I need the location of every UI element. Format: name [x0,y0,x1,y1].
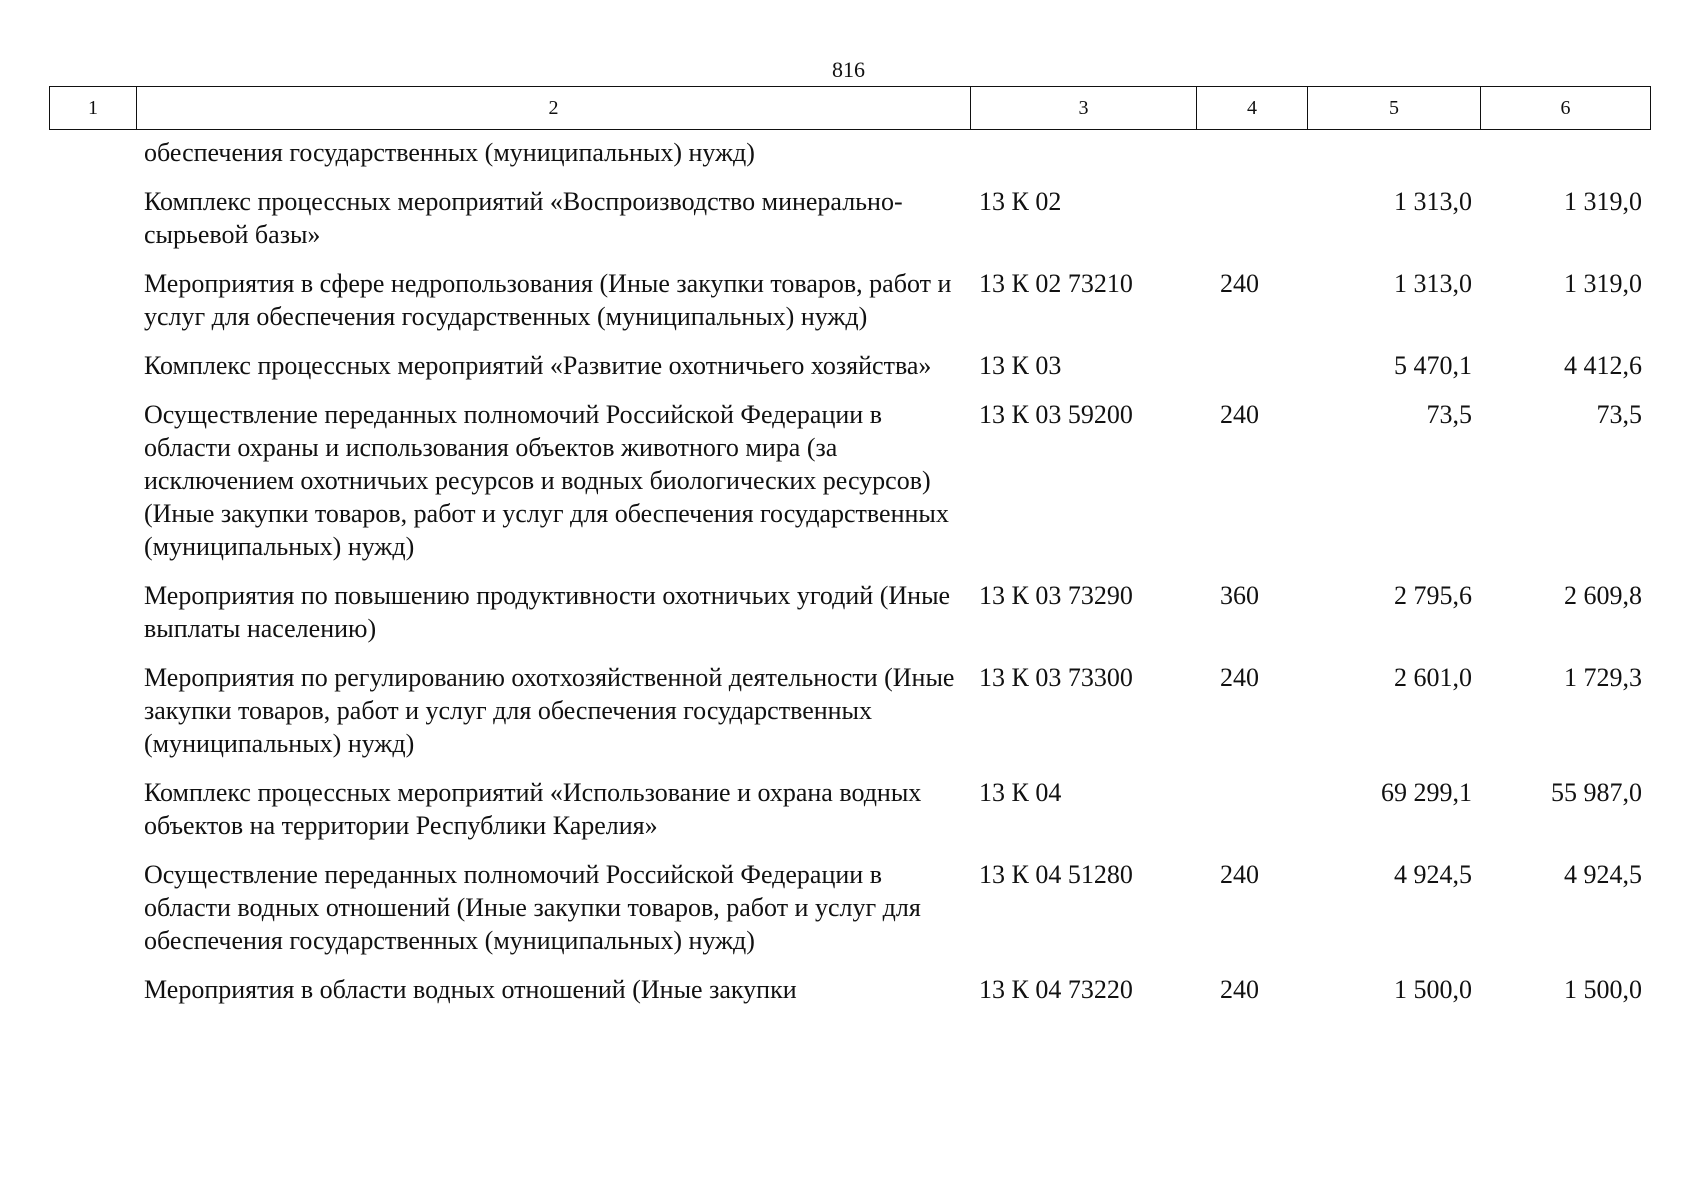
row-name: Комплекс процессных мероприятий «Воспроизводство минерально-сырьевой базы» [144,187,903,249]
row-code: 13 К 03 [979,351,1062,380]
row-value-6: 1 319,0 [1564,269,1642,298]
table-row [49,251,1650,333]
row-code: 13 К 03 73290 [979,581,1133,610]
column-header-4: 4 [1197,87,1308,130]
column-header-1: 1 [50,87,137,130]
column-header-table [49,86,1651,130]
row-value-6: 2 609,8 [1564,581,1642,610]
row-value-6: 1 500,0 [1564,975,1642,1004]
row-code: 13 К 03 59200 [979,400,1133,429]
row-expense-type [1196,760,1307,842]
row-code: 13 К 02 [979,187,1062,216]
row-name: Мероприятия в сфере недропользования (Иные закупки товаров, работ и услуг для обеспечения государственных (муниципальных) нужд) [144,269,952,331]
row-code: 13 К 03 73300 [979,663,1133,692]
column-header-6: 6 [1481,87,1651,130]
row-expense-type: 240 [1220,269,1259,298]
row-code: 13 К 04 [979,778,1062,807]
row-value-5: 1 313,0 [1394,187,1472,216]
page-number: 816 [832,57,865,82]
row-value-5: 1 313,0 [1394,269,1472,298]
table-row [49,645,1650,760]
row-value-5: 2 601,0 [1394,663,1472,692]
row-name: Мероприятия по повышению продуктивности охотничьих угодий (Иные выплаты населению) [144,581,951,643]
row-value-6 [1480,132,1650,169]
row-value-5: 69 299,1 [1381,778,1472,807]
row-expense-type: 240 [1220,975,1259,1004]
column-header-3: 3 [971,87,1197,130]
row-name: Комплекс процессных мероприятий «Использование и охрана водных объектов на территории Республики Карелия» [144,778,922,840]
table-row [49,169,1650,251]
row-expense-type: 240 [1220,400,1259,429]
row-name: Комплекс процессных мероприятий «Развитие охотничьего хозяйства» [144,351,932,380]
row-expense-type [1196,333,1307,382]
row-code [970,132,1196,169]
column-header-5: 5 [1308,87,1481,130]
row-value-5: 4 924,5 [1394,860,1472,889]
row-value-6: 4 924,5 [1564,860,1642,889]
row-code: 13 К 02 73210 [979,269,1133,298]
row-code: 13 К 04 51280 [979,860,1133,889]
table-row [49,957,1650,1006]
row-value-6: 1 729,3 [1564,663,1642,692]
column-header-2: 2 [137,87,971,130]
table-row [49,563,1650,645]
budget-table [49,132,1650,1006]
row-value-6: 55 987,0 [1551,778,1642,807]
row-expense-type: 360 [1220,581,1259,610]
row-expense-type [1196,132,1307,169]
row-name: Мероприятия в области водных отношений (Иные закупки [144,975,797,1004]
row-expense-type: 240 [1220,860,1259,889]
row-value-5: 5 470,1 [1394,351,1472,380]
row-value-5: 1 500,0 [1394,975,1472,1004]
table-row [49,132,1650,169]
table-row [49,842,1650,957]
row-name: Мероприятия по регулированию охотхозяйственной деятельности (Иные закупки товаров, работ и услуг для обеспечения государственных (муниципальных) нужд) [144,663,955,758]
row-value-6: 1 319,0 [1564,187,1642,216]
row-value-5: 2 795,6 [1394,581,1472,610]
row-value-6: 4 412,6 [1564,351,1642,380]
row-value-6: 73,5 [1596,400,1642,429]
row-value-5: 73,5 [1426,400,1472,429]
table-row [49,760,1650,842]
row-name: обеспечения государственных (муниципальных) нужд) [144,138,755,167]
column-header-row [50,87,1651,130]
row-value-5 [1307,132,1480,169]
table-row [49,382,1650,563]
row-expense-type: 240 [1220,663,1259,692]
row-name: Осуществление переданных полномочий Российской Федерации в области водных отношений (Иные закупки товаров, работ и услуг для обеспечения государственных (муниципальных) нужд) [144,860,921,955]
table-row [49,333,1650,382]
row-code: 13 К 04 73220 [979,975,1133,1004]
row-expense-type [1196,169,1307,251]
row-name: Осуществление переданных полномочий Российской Федерации в области охраны и использования объектов животного мира (за исключением охотничьих ресурсов и водных биологических ресурсов) (Иные закупки товаров, работ и услуг для обеспечения государственных (муниципальных) нужд) [144,400,949,561]
